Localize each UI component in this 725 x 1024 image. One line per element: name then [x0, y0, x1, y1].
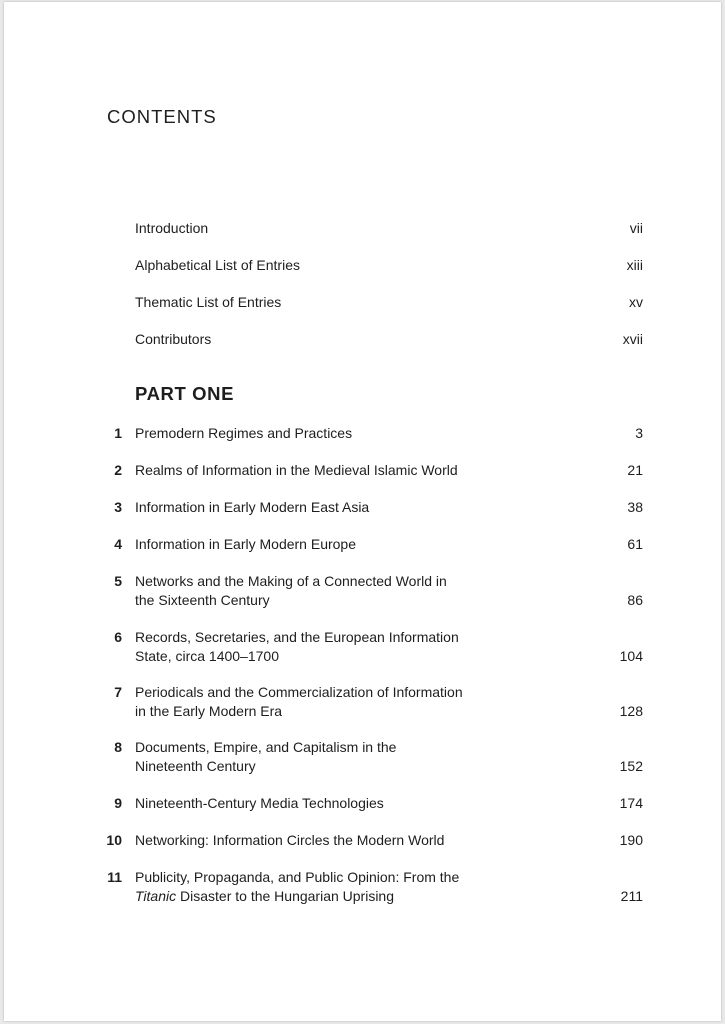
chapter-title-line: Nineteenth Century [135, 758, 256, 774]
chapter-title-line-italic-wrap [135, 887, 525, 906]
chapter-title [135, 461, 525, 480]
chapter-page-number: 128 [619, 703, 643, 719]
chapter-title [135, 535, 525, 554]
part-title: PART ONE [135, 383, 235, 404]
toc-front-item[interactable] [4, 331, 721, 351]
chapter-title-line: Nineteenth-Century Media Technologies [135, 795, 384, 811]
chapter-title [135, 628, 525, 666]
chapter-title-line: Networking: Information Circles the Modern World [135, 832, 445, 848]
chapter-page-number: 3 [635, 425, 643, 441]
chapter-page-number: 61 [627, 536, 643, 552]
toc-entry-label: Introduction [135, 220, 209, 236]
chapter-page-number: 38 [627, 499, 643, 515]
chapter-title [135, 738, 525, 776]
contents-heading: CONTENTS [107, 106, 217, 127]
document-page [4, 2, 721, 1021]
chapter-title-italic: Titanic [135, 888, 177, 904]
toc-entry-label: Alphabetical List of Entries [135, 257, 300, 273]
chapter-title-line: Realms of Information in the Medieval Islamic World [135, 462, 458, 478]
chapter-title-line: Networks and the Making of a Connected World in [135, 573, 447, 589]
toc-page-number: xv [629, 294, 643, 310]
chapter-title [135, 424, 525, 443]
chapter-number: 1 [114, 425, 122, 441]
chapter-page-number: 86 [627, 592, 643, 608]
chapter-title-line: the Sixteenth Century [135, 592, 270, 608]
chapter-title-line: Periodicals and the Commercialization of Information [135, 684, 463, 700]
toc-page-number: xiii [626, 257, 643, 273]
chapter-page-number: 21 [627, 462, 643, 478]
chapter-title [135, 794, 525, 813]
chapter-number: 10 [106, 832, 122, 848]
chapter-number: 5 [114, 573, 122, 589]
chapter-page-number: 190 [619, 832, 643, 848]
chapter-title [135, 498, 525, 517]
toc-entry-label: Thematic List of Entries [135, 294, 282, 310]
chapter-title-line: Information in Early Modern Europe [135, 536, 356, 552]
toc-entry-label: Contributors [135, 331, 212, 347]
chapter-number: 11 [107, 869, 122, 885]
chapter-title-line: Records, Secretaries, and the European Information [135, 629, 459, 645]
chapter-title-line: State, circa 1400–1700 [135, 648, 279, 664]
chapter-number: 4 [114, 536, 122, 552]
chapter-title-line: Publicity, Propaganda, and Public Opinion: From the [135, 869, 460, 885]
chapter-title [135, 831, 525, 850]
chapter-title-line: Premodern Regimes and Practices [135, 425, 353, 441]
chapter-number: 3 [114, 499, 122, 515]
toc-front-item[interactable] [4, 257, 721, 277]
chapter-title-line: in the Early Modern Era [135, 703, 283, 719]
toc-front-item[interactable] [4, 294, 721, 314]
chapter-title [135, 683, 525, 721]
chapter-page-number: 211 [620, 888, 643, 904]
chapter-number: 8 [114, 739, 122, 755]
chapter-title-line: Information in Early Modern East Asia [135, 499, 370, 515]
chapter-title-line: Documents, Empire, and Capitalism in the [135, 739, 397, 755]
chapter-number: 7 [114, 684, 122, 700]
chapter-page-number: 152 [619, 758, 643, 774]
chapter-title [135, 572, 525, 610]
toc-page-number: vii [629, 220, 643, 236]
chapter-title-line: Disaster to the Hungarian Uprising [180, 888, 395, 904]
toc-page-number: xvii [622, 331, 643, 347]
chapter-page-number: 104 [619, 648, 643, 664]
chapter-number: 9 [114, 795, 122, 811]
chapter-page-number: 174 [619, 795, 643, 811]
chapter-number: 2 [114, 462, 122, 478]
toc-front-item[interactable] [4, 220, 721, 240]
chapter-title [135, 868, 525, 906]
chapter-number: 6 [114, 629, 122, 645]
